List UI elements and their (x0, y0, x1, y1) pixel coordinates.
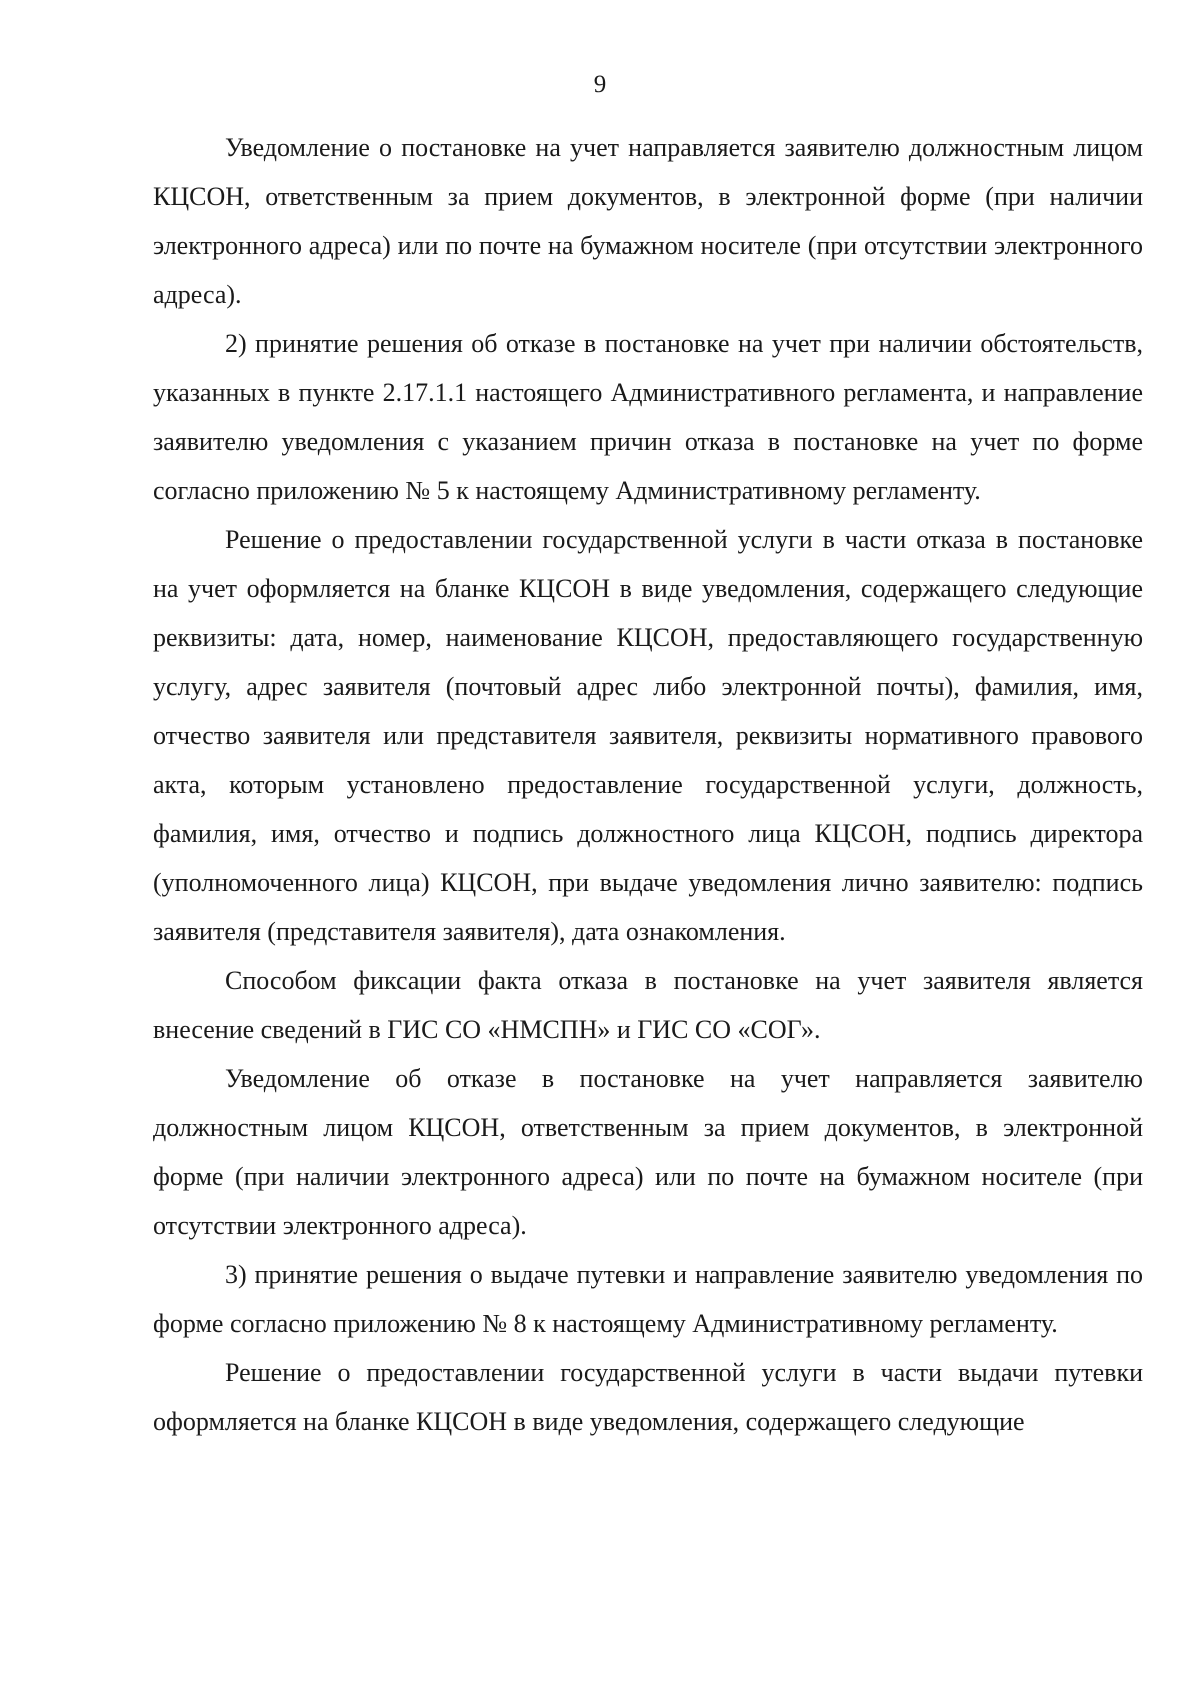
paragraph-refusal-recording: Способом фиксации факта отказа в постановке на учет заявителя является внесение сведений в ГИС СО «НМСПН» и ГИС СО «СОГ». (153, 966, 1143, 1044)
page-number: 9 (593, 71, 607, 98)
paragraph-voucher-form: Решение о предоставлении государственной услуги в части выдачи путевки оформляется на бланке КЦСОН в виде уведомления, содержащего следующие (153, 1358, 1143, 1436)
paragraph-registration-notice: Уведомление о постановке на учет направляется заявителю должностным лицом КЦСОН, ответственным за прием документов, в электронной форме (при наличии электронного адреса) или по почте на бумажном носителе (при отсутствии электронного адреса). (153, 133, 1143, 309)
document-body (153, 123, 1143, 1446)
paragraph-refusal-notice: Уведомление об отказе в постановке на учет направляется заявителю должностным лицом КЦСОН, ответственным за прием документов, в электронной форме (при наличии электронного адреса) или по почте на бумажном носителе (при отсутствии электронного адреса). (153, 1064, 1143, 1240)
paragraph-refusal-decision: 2) принятие решения об отказе в постановке на учет при наличии обстоятельств, указанных в пункте 2.17.1.1 настоящего Административного регламента, и направление заявителю уведомления с указанием причин отказа в постановке на учет по форме согласно приложению № 5 к настоящему Административному регламенту. (153, 329, 1143, 505)
paragraph-voucher-decision: 3) принятие решения о выдаче путевки и направление заявителю уведомления по форме согласно приложению № 8 к настоящему Административному регламенту. (153, 1260, 1143, 1338)
paragraph-refusal-form-requisites: Решение о предоставлении государственной услуги в части отказа в постановке на учет оформляется на бланке КЦСОН в виде уведомления, содержащего следующие реквизиты: дата, номер, наименование КЦСОН, предоставляющего государственную услугу, адрес заявителя (почтовый адрес либо электронной почты), фамилия, имя, отчество заявителя или представителя заявителя, реквизиты нормативного правового акта, которым установлено предоставление государственной услуги, должность, фамилия, имя, отчество и подпись должностного лица КЦСОН, подпись директора (уполномоченного лица) КЦСОН, при выдаче уведомления лично заявителю: подпись заявителя (представителя заявителя), дата ознакомления. (153, 525, 1143, 946)
